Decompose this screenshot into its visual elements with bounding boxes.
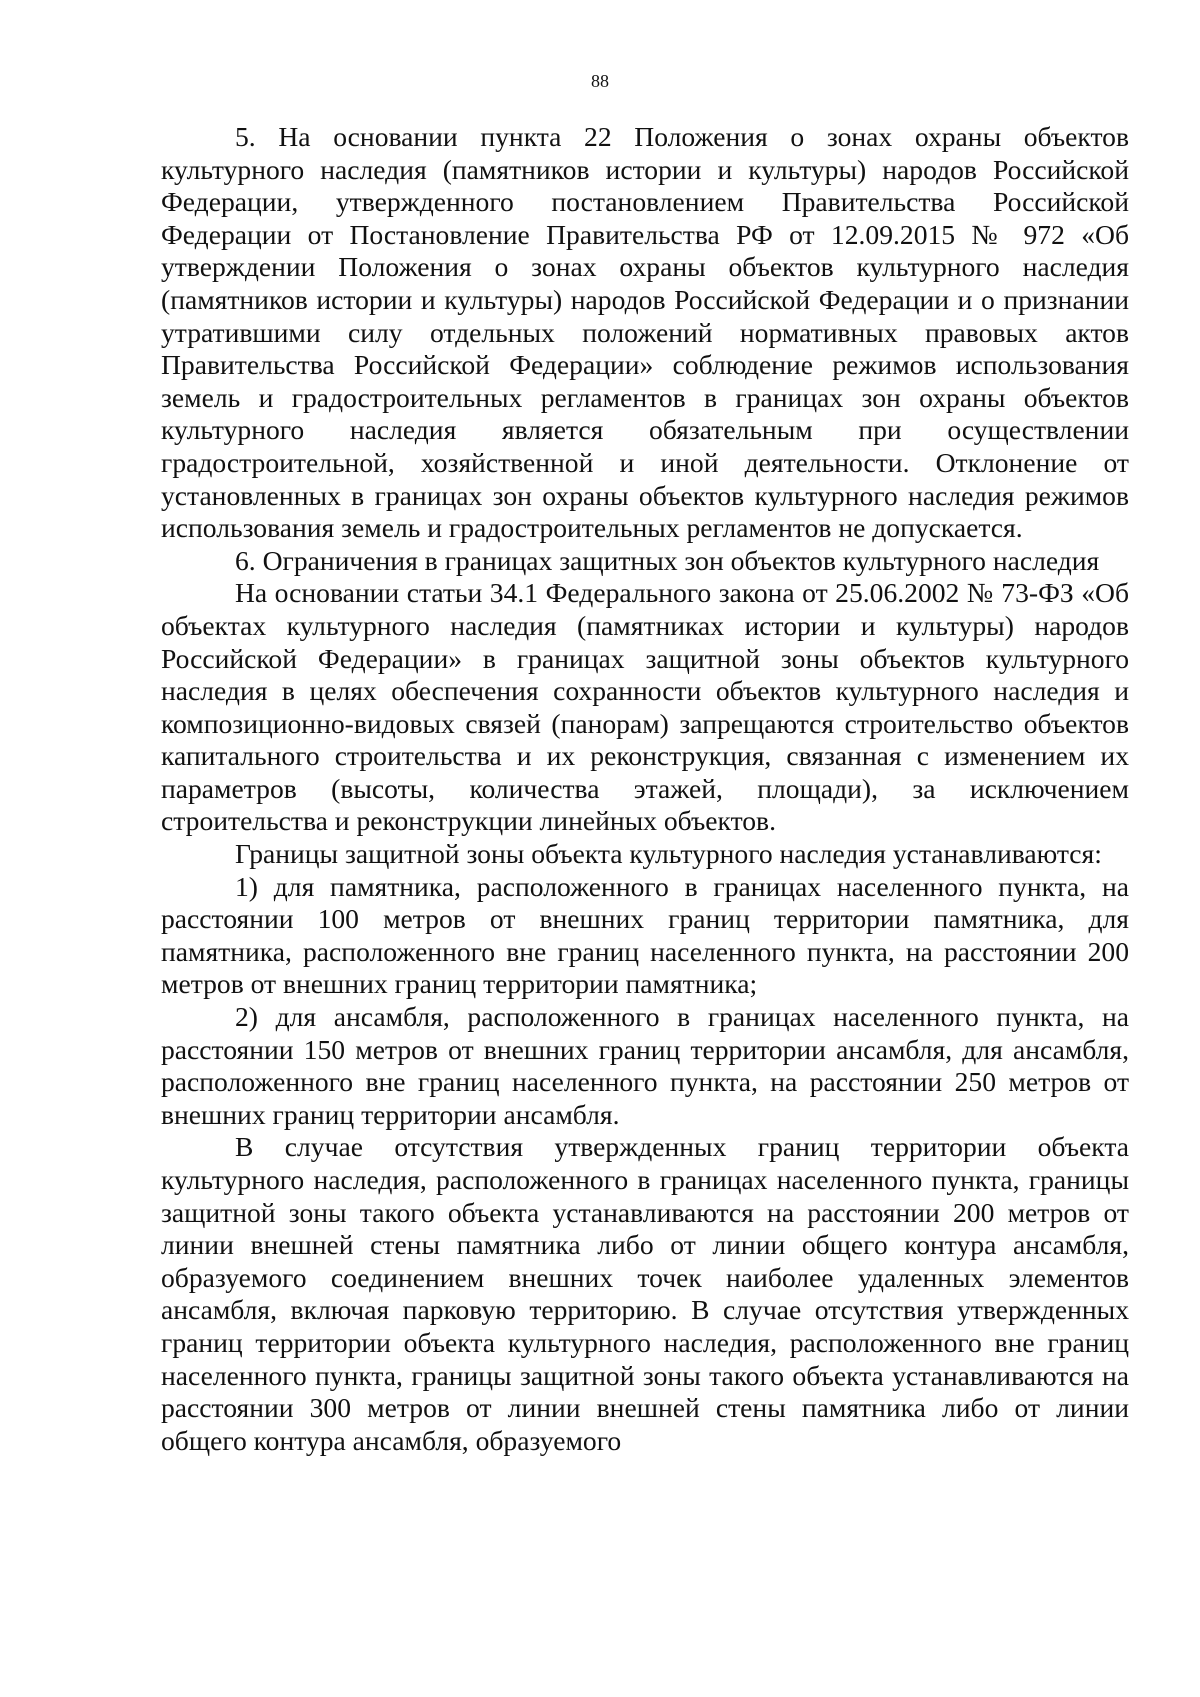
paragraph-6-heading: 6. Ограничения в границах защитных зон объектов культурного наследия: [235, 544, 1100, 576]
paragraph-5-zones-protection: 5. На основании пункта 22 Положения о зонах охраны объектов культурного наследия (памятников истории и культуры) народов Российской Федерации, утвержденного постановлением Правительства Российской Федерации от Постановление Правительства РФ от 12.09.2015 № 972 «Об утверждении Положения о зонах охраны объектов культурного наследия (памятников истории и культуры) народов Российской Федерации и о признании утратившими силу отдельных положений нормативных правовых актов Правительства Российской Федерации» соблюдение режимов использования земель и градостроительных регламентов в границах зон охраны объектов культурного наследия является обязательным при осуществлении градостроительной, хозяйственной и иной деятельности. Отклонение от установленных в границах зон охраны объектов культурного наследия режимов использования земель и градостроительных регламентов не допускается.: [161, 121, 1129, 544]
paragraph-item-1-monument: 1) для памятника, расположенного в границах населенного пункта, на расстоянии 100 метров от внешних границ территории памятника, для памятника, расположенного вне границ населенного пункта, на расстоянии 200 метров от внешних границ территории памятника;: [161, 870, 1129, 1000]
paragraph-item-2-ensemble: 2) для ансамбля, расположенного в границах населенного пункта, на расстоянии 150 метров от внешних границ территории ансамбля, для ансамбля, расположенного вне границ населенного пункта, на расстоянии 250 метров от внешних границ территории ансамбля.: [161, 1001, 1129, 1130]
paragraph-article-34-1: На основании статьи 34.1 Федерального закона от 25.06.2002 № 73-ФЗ «Об объектах культурного наследия (памятниках истории и культуры) народов Российской Федерации» в границах защитной зоны объектов культурного наследия в целях обеспечения сохранности объектов культурного наследия и композиционно-видовых связей (панорам) запрещаются строительство объектов капитального строительства и их реконструкция, связанная с изменением их параметров (высоты, количества этажей, площади), за исключением строительства и реконструкции линейных объектов.: [161, 577, 1129, 837]
paragraph-no-approved-boundaries: В случае отсутствия утвержденных границ территории объекта культурного наследия, расположенного в границах населенного пункта, границы защитной зоны такого объекта устанавливаются на расстоянии 200 метров от линии внешней стены памятника либо от линии общего контура ансамбля, образуемого соединением внешних точек наиболее удаленных элементов ансамбля, включая парковую территорию. В случае отсутствия утвержденных границ территории объекта культурного наследия, расположенного вне границ населенного пункта, границы защитной зоны такого объекта устанавливаются на расстоянии 300 метров от линии внешней стены памятника либо от линии общего контура ансамбля, образуемого: [161, 1131, 1129, 1456]
paragraph-boundaries-intro: Границы защитной зоны объекта культурного наследия устанавливаются:: [235, 838, 1102, 870]
document-body: [161, 121, 1129, 1457]
page-number: 88: [591, 71, 609, 91]
